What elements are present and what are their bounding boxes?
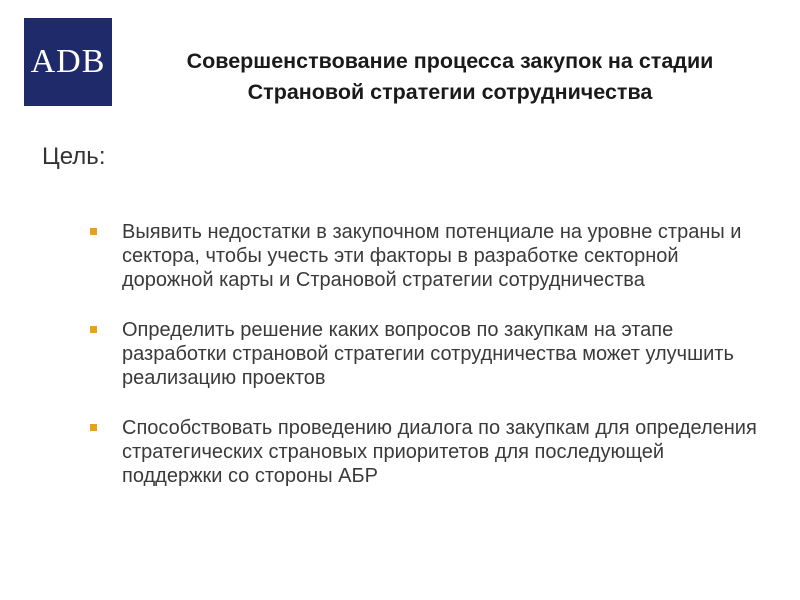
square-bullet-icon [90, 326, 97, 333]
square-bullet-icon [90, 228, 97, 235]
bullet-item [88, 416, 768, 488]
square-bullet-icon [90, 424, 97, 431]
bullet-item [88, 318, 768, 390]
bullet-item [88, 220, 768, 292]
logo-text: ADB [30, 43, 106, 80]
bullet-text: Способствовать проведению диалога по закупкам для определения стратегических страновых приоритетов для последующей поддержки со стороны АБР [122, 417, 757, 487]
bullet-text: Выявить недостатки в закупочном потенциале на уровне страны и сектора, чтобы учесть эти факторы в разработке секторной дорожной карты и Страновой стратегии сотрудничества [122, 221, 742, 291]
adb-logo [24, 18, 112, 106]
goal-label: Цель: [42, 143, 106, 170]
bullet-list [88, 220, 768, 488]
bullet-text: Определить решение каких вопросов по закупкам на этапе разработки страновой стратегии сотрудничества может улучшить реализацию проектов [122, 319, 734, 389]
slide-title: Совершенствование процесса закупок на стадии Страновой стратегии сотрудничества [186, 49, 714, 104]
